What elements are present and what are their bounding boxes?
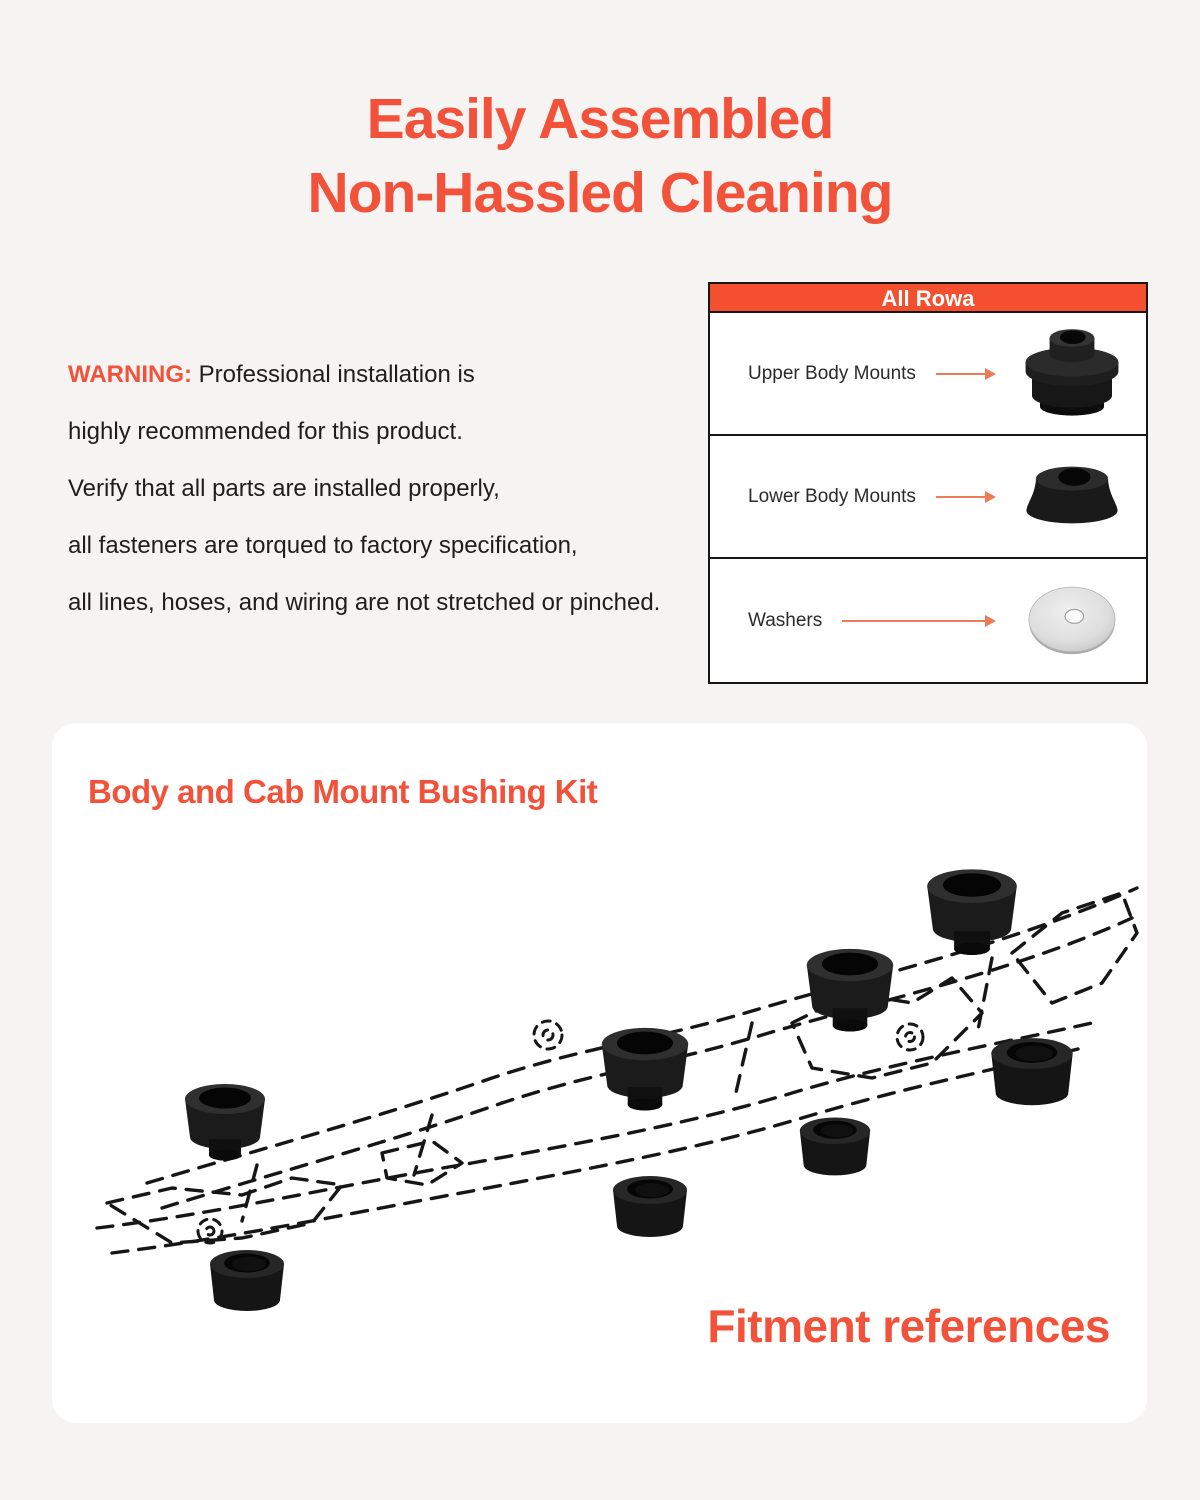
warning-line: [68, 362, 688, 388]
arrow-right-icon: [936, 496, 994, 498]
page-title-line1: Easily Assembled: [366, 87, 834, 151]
lower-bushing: [210, 1250, 284, 1311]
table-row-upper-body-mounts: [710, 313, 1146, 436]
table-row-washers: [710, 559, 1146, 682]
warning-label: WARNING:: [68, 361, 192, 388]
warning-line: all fasteners are torqued to factory specification,: [68, 532, 578, 559]
upper-bushing: [927, 869, 1017, 955]
page-title: [0, 82, 1200, 230]
washer-image: [1022, 583, 1122, 659]
arrow-right-icon: [842, 620, 994, 622]
kit-heading: Body and Cab Mount Bushing Kit: [88, 773, 598, 810]
parts-table-header: All Rowa: [710, 284, 1146, 313]
upper-bushing: [602, 1028, 688, 1111]
warning-block: [68, 362, 688, 647]
arrow-right-icon: [936, 373, 994, 375]
upper-bushing: [185, 1084, 265, 1161]
lower-body-mount-photo: [1014, 456, 1130, 538]
kit-card: [52, 723, 1147, 1423]
warning-line: Verify that all parts are installed properly,: [68, 475, 500, 502]
lower-bushing: [991, 1038, 1072, 1105]
warning-line: highly recommended for this product.: [68, 418, 463, 445]
row-label: Lower Body Mounts: [748, 485, 916, 507]
warning-text: Professional installation is: [198, 361, 475, 388]
warning-line: all lines, hoses, and wiring are not stretched or pinched.: [68, 589, 661, 616]
lower-bushing: [613, 1176, 687, 1237]
lower-body-mount-image: [1016, 456, 1128, 538]
upper-body-mount-photo: [1014, 324, 1130, 424]
table-row-lower-body-mounts: [710, 436, 1146, 559]
lower-bushing: [800, 1117, 870, 1175]
upper-body-mount-image: [1016, 324, 1128, 424]
fitment-caption: Fitment references: [707, 1300, 1110, 1352]
row-label: Upper Body Mounts: [748, 362, 916, 384]
parts-table: [708, 282, 1148, 684]
row-label: Washers: [748, 609, 823, 631]
page-title-line2: Non-Hassled Cleaning: [307, 161, 893, 225]
washer-photo: [1014, 583, 1130, 659]
